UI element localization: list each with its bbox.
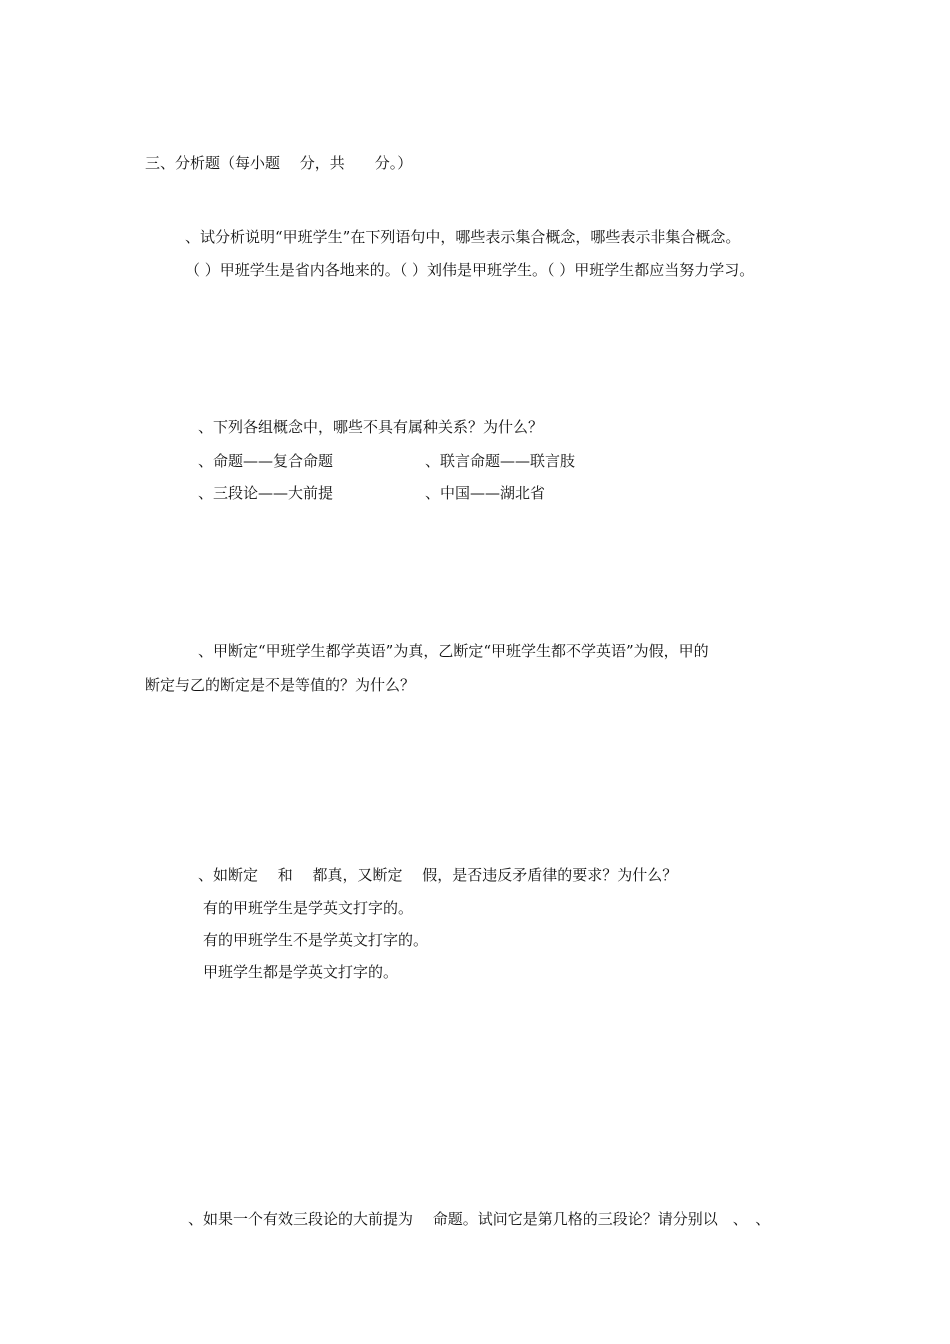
question-4-proposition-1: 有的甲班学生是学英文打字的。: [203, 899, 414, 917]
question-2-pair-1: 、命题——复合命题: [198, 452, 334, 470]
question-2-pair-2: 、联言命题——联言肢: [425, 452, 576, 470]
question-2-pair-3: 、三段论——大前提: [198, 484, 334, 502]
question-2-pair-4: 、中国——湖北省: [425, 484, 546, 502]
question-2-text: 、下列各组概念中，哪些不具有属种关系？为什么？: [198, 418, 544, 436]
question-4-proposition-3: 甲班学生都是学英文打字的。: [203, 963, 399, 981]
question-1-statements: （ ）甲班学生是省内各地来的。（ ）刘伟是甲班学生。（ ）甲班学生都应当努力学习。: [185, 261, 755, 279]
question-3-text-line-2: 断定与乙的断定是不是等值的？为什么？: [145, 676, 416, 694]
question-4-proposition-2: 有的甲班学生不是学英文打字的。: [203, 931, 429, 949]
question-4-text: 、如断定 和 都真，又断定 假，是否违反矛盾律的要求？为什么？: [198, 866, 678, 884]
question-5-text: 、如果一个有效三段论的大前提为 命题。试问它是第几格的三段论？请分别以 、 、: [188, 1210, 771, 1228]
question-3-text-line-1: 、甲断定“甲班学生都学英语”为真，乙断定“甲班学生都不学英语”为假，甲的: [198, 642, 709, 660]
question-1-text: 、试分析说明“甲班学生”在下列语句中，哪些表示集合概念，哪些表示非集合概念。: [185, 228, 741, 246]
section-heading: 三、分析题（每小题 分，共 分。）: [145, 154, 413, 172]
